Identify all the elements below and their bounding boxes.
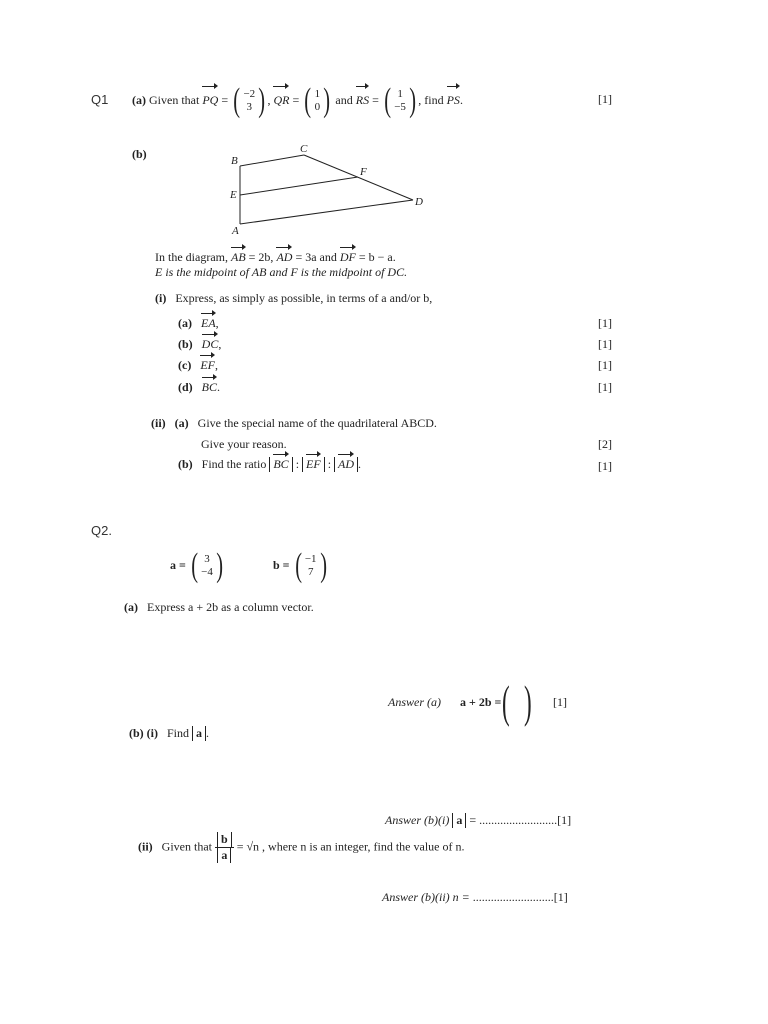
q2bi-answer-label: Answer (b)(i) [385,813,450,827]
q2bi-answer-field[interactable]: .......................... [479,813,558,827]
q1bi-part-c [178,358,218,373]
q2bi-line [129,726,209,741]
ad-value: = 3a and [292,250,340,264]
line-bc [240,155,304,166]
label-c: C [300,143,308,155]
part-c-tail: , [215,358,218,372]
column-vector-b: ( −1 7 ) [294,547,327,584]
part-d-mark: [1] [598,380,612,394]
magnitude-bc [269,457,292,472]
part-a-mark: [1] [598,316,612,330]
column-vector-pq: ( −2 3 ) [233,82,266,119]
vector-b-definition [273,547,329,584]
line-ad [240,200,413,224]
q1bii-b-label: (b) [178,457,193,471]
q1bi-text: Express, as simply as possible, in terms of a and/or b, [175,291,433,305]
part-c-mark: [1] [598,358,612,372]
q1bi-line [155,291,432,306]
q2a-mark: [1] [553,695,567,709]
q1bii-a-line [151,416,437,431]
q1bii-b-text: Find the ratio [201,457,267,471]
q2bii-answer-field[interactable]: ........................... [472,890,554,904]
q2bi-label: (b) (i) [129,726,158,740]
magnitude-ad [334,457,358,472]
q2bi-answer-line [385,813,571,828]
part-d-tail: . [217,380,221,394]
vector-pq: PQ [202,89,218,111]
vector-ad: AD [276,250,293,264]
ratio-fraction [215,832,234,863]
q2bii-mark: [1] [553,890,568,904]
q2a-line [124,600,314,615]
q1a-label: (a) [132,92,146,107]
ratio-sep-1: : [295,457,300,471]
q1bi-part-d [178,380,220,395]
part-b-tail: , [218,337,222,351]
q2a-answer-expr: a + 2b = [460,695,502,709]
vector-qr: QR [273,89,289,111]
q2bii-answer-line [382,890,568,905]
line-ef [240,177,358,195]
magnitude-a: a [192,726,206,741]
fraction-denominator: a [217,848,231,863]
b-bottom: 7 [307,566,314,578]
q2bii-answer-label: Answer (b)(ii) n = [382,890,470,904]
q2bii-given: Given that [161,839,212,854]
pq-bottom: 3 [246,101,253,113]
vector-dc: DC [201,337,219,351]
vector-ab: AB [230,250,246,264]
part-d-label: (d) [178,380,193,394]
q1bii-a-reason: Give your reason. [201,437,287,451]
q1a-mark: [1] [598,92,612,106]
q2bi-mark: [1] [557,813,572,827]
vector-a-name: a = [170,557,186,572]
answer-left-bracket: ( [502,676,510,727]
part-c-label: (c) [178,358,192,372]
answer-magnitude-a: a [452,813,466,828]
column-vector-qr: ( 1 0 ) [304,82,331,119]
pq-top: −2 [243,88,256,100]
q1bi-part-a [178,316,219,331]
q1b-diagram-sentence [155,250,396,265]
q1bii-a-label: (a) [174,416,189,430]
vector-a-definition [170,547,225,584]
q1bi-part-b [178,337,221,352]
q1b-midpoint-text: E is the midpoint of AB and F is the midpoint of DC. [155,265,408,279]
q1bii-a-text: Give the special name of the quadrilateral ABCD. [197,416,437,430]
q1b-label: (b) [132,147,147,161]
magnitude-ef [302,457,325,472]
q2a-answer-label: Answer (a) [388,695,441,709]
label-b: B [231,155,238,167]
column-vector-rs: ( 1 −5 ) [384,82,416,119]
part-a-label: (a) [178,316,192,330]
vector-rs: RS [356,89,369,111]
q2bii-line [138,832,465,863]
q1bi-label: (i) [155,291,167,305]
q1bii-a-mark: [2] [598,437,612,451]
part-b-mark: [1] [598,337,612,351]
q2bii-text: = √n , where n is an integer, find the value of n. [236,839,465,854]
question-2-number: Q2. [91,523,112,538]
part-a-tail: , [215,316,219,330]
df-value: = b − a. [355,250,396,264]
fraction-numerator: b [217,832,232,847]
question-1-number: Q1 [91,92,109,107]
q1b-prefix: In the diagram, [155,250,228,264]
vector-ef: EF [200,358,215,372]
vector-bc: BC [201,380,218,394]
rs-bottom: −5 [394,101,406,113]
q2a-text: Express a + 2b as a column vector. [147,600,314,614]
q1a-find: , find [418,92,444,107]
q2a-label: (a) [124,600,138,614]
a-top: 3 [204,553,210,565]
vector-ps: PS [447,89,460,111]
label-a: A [232,225,239,237]
column-vector-a: ( 3 −4 ) [191,547,223,584]
label-f: F [360,166,367,178]
vector-ea: EA [201,316,216,330]
q2bi-tail: . [206,726,210,740]
q2bii-label: (ii) [138,839,153,854]
vector-b-name: b = [273,557,290,572]
ab-value: = 2b, [245,250,274,264]
ratio-vector-bc: BC [273,457,289,471]
quadrilateral-diagram [220,140,430,240]
q1a-and: and [335,92,353,107]
ratio-vector-ef: EF [306,457,321,471]
answer-right-bracket: ) [524,676,532,727]
q1bii-label: (ii) [151,416,166,430]
qr-top: 1 [314,88,321,100]
line-cd [304,155,413,200]
rs-top: 1 [397,88,403,100]
q1a-line: (a) Given that PQ = ( −2 3 ) , QR = ( 1 0 ) and RS = ( 1 −5 ) , find PS. [132,82,463,119]
q2bi-text: Find [167,726,190,740]
label-d: D [415,196,423,208]
a-bottom: −4 [201,566,213,578]
label-e: E [230,189,237,201]
b-top: −1 [304,553,317,565]
vector-df: DF [339,250,356,264]
q2bi-answer-eq: = [469,813,477,827]
q1bii-b-line: (b) Find the ratio BC : EF : AD . [178,457,362,471]
q1a-given: Given that [149,92,200,107]
part-b-label: (b) [178,337,193,351]
ratio-sep-2: : [327,457,332,471]
q1bii-b-mark: [1] [598,459,612,473]
ratio-vector-ad: AD [338,457,355,471]
qr-bottom: 0 [314,101,321,113]
